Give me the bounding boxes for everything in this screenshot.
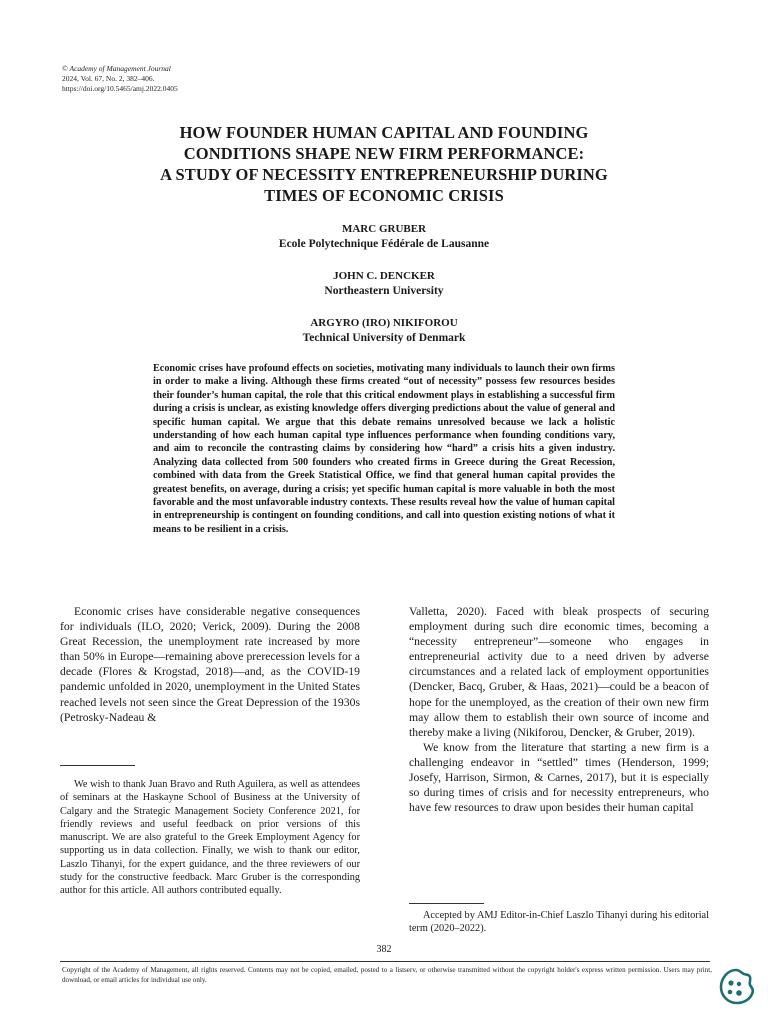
abstract: Economic crises have profound effects on societies, motivating many individuals to launch their own firms in order to make a living. Although these firms created “out of necessity” possess few resources besides their founder’s human capital, the role that this critical endowment plays in establishing a successful firm during a crisis is unclear, as existing knowledge offers diverging predictions about the value of general and specific human capital. We argue that this debate remains unresolved because we lack a holistic understanding of how each human capital type influences performance when founding conditions vary, and aim to reconcile the contrasting claims by considering how “hard” a crisis hits a given industry. Analyzing data collected from 500 founders who created firms in Greece during the Great Recession, combined with data from the Greek Statistical Office, we find that general human capital provides the greatest benefits, on average, during a crisis; yet specific human capital is more valuable in both the most favorable and the most unfavorable industry contexts. These results reveal how the value of human capital in entrepreneurship is contingent on founding conditions, and call into question existing notions of what it means to be resilient in a crisis. [153, 363, 615, 535]
author-name: JOHN C. DENCKER [333, 270, 435, 282]
author-affiliation: Northeastern University [324, 285, 444, 297]
footnote-divider [409, 903, 484, 904]
author-name: ARGYRO (IRO) NIKIFOROU [310, 317, 458, 329]
copyright-divider [60, 961, 710, 962]
acknowledgment-footnote: We wish to thank Juan Bravo and Ruth Aguilera, as well as attendees of seminars at the Haskayne School of Business at the University of Calgary and the Strategic Management Society Conference 2021, for friendly reviews and useful feedback on prior versions of this manuscript. We are also grateful to the Greek Employment Agency for supporting us in data collection. Finally, we wish to thank our editor, Laszlo Tihanyi, for the expert guidance, and the three reviewers of our study for the constructive feedback. Marc Gruber is the corresponding author for this article. All authors contributed equally. [60, 779, 360, 897]
title-line: A STUDY OF NECESSITY ENTREPRENEURSHIP DURING [160, 165, 608, 184]
author-block [60, 269, 708, 299]
copyright-notice: Copyright of the Academy of Management, all rights reserved. Contents may not be copied, emailed, posted to a listserv, or otherwise transmitted without the copyright holder's express written permission. Users may print, download, or email articles for individual use only. [62, 966, 712, 984]
author-name: MARC GRUBER [341, 223, 427, 235]
editor-footnote: Accepted by AMJ Editor-in-Chief Laszlo Tihanyi during his editorial term (2020–2022). [409, 910, 709, 935]
cookie-settings-icon[interactable] [713, 964, 759, 1010]
title-line: CONDITIONS SHAPE NEW FIRM PERFORMANCE: [183, 144, 585, 163]
journal-name: © Academy of Management Journal [62, 64, 171, 73]
page-number: 382 [376, 944, 392, 955]
volume-info: 2024, Vol. 67, No. 2, 382–406. [62, 74, 155, 83]
body-column-right [409, 604, 709, 815]
body-paragraph: We know from the literature that starting a new firm is a challenging endeavor in “settled” times (Henderson, 1999; Josefy, Harrison, Sirmon, & Carnes, 2017), but it is especially so during times of crisis and for necessity entrepreneurs, who have few resources to draw upon besides their human capital [409, 740, 709, 815]
title-line: HOW FOUNDER HUMAN CAPITAL AND FOUNDING [179, 123, 589, 142]
article-title [60, 122, 708, 206]
author-affiliation: Ecole Polytechnique Fédérale de Lausanne [278, 238, 490, 250]
author-block [60, 316, 708, 346]
author-affiliation: Technical University of Denmark [302, 332, 466, 344]
journal-header [62, 64, 178, 94]
title-line: TIMES OF ECONOMIC CRISIS [264, 186, 504, 205]
author-block [60, 222, 708, 252]
doi-link[interactable]: https://doi.org/10.5465/amj.2022.0405 [62, 84, 178, 93]
body-column-left [60, 604, 360, 725]
author-list [60, 222, 708, 363]
body-paragraph: Economic crises have considerable negative consequences for individuals (ILO, 2020; Verick, 2009). During the 2008 Great Recession, the unemployment rate increased by more than 50% in Europe—remaining above prerecession levels for a decade (Flores & Krogstad, 2018)—and, as the COVID-19 pandemic unfolded in 2020, unemployment in the United States reached levels not seen since the Great Depression of the 1930s (Petrosky-Nadeau & [60, 605, 360, 724]
footnote-divider [60, 765, 135, 766]
body-paragraph: Valletta, 2020). Faced with bleak prospects of securing employment during such dire economic times, becoming a “necessity entrepreneur”—someone who engages in entrepreneurial activity due to a need driven by adverse circumstances and a related lack of employment opportunities (Dencker, Bacq, Gruber, & Haas, 2021)—could be a beacon of hope for the unemployed, as the creation of their own new firm may allow them to establish their own source of income and thereby make a living (Nikiforou, Dencker, & Gruber, 2019). [409, 605, 709, 739]
